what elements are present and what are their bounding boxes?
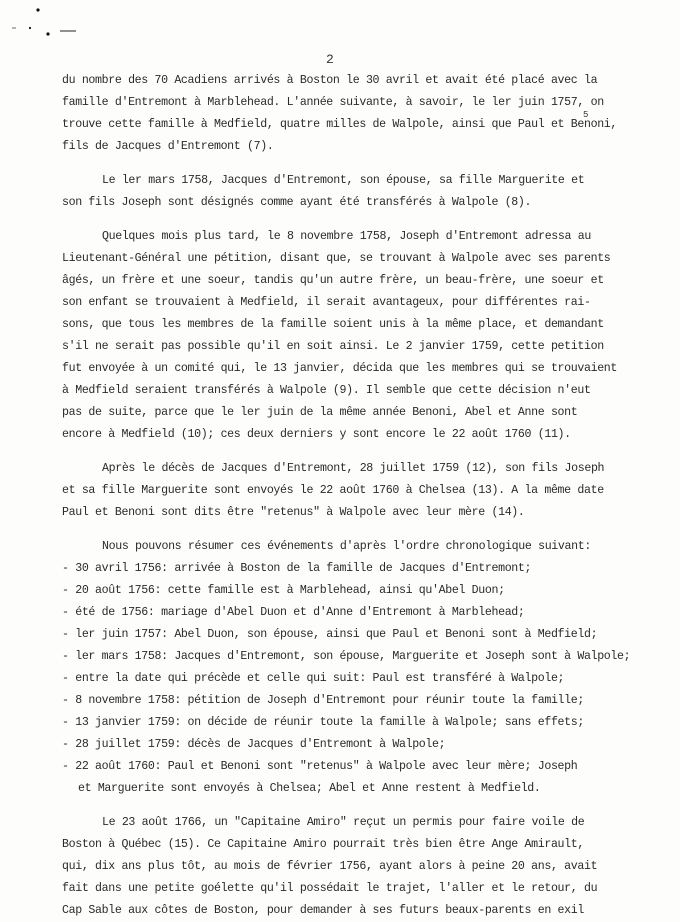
text-line: à Medfield seraient transférés à Walpole (9). Il semble que cette décision n'eut	[62, 384, 591, 397]
chronology-item: - ler mars 1758: Jacques d'Entremont, son épouse, Marguerite et Joseph sont à Walpole;	[62, 650, 631, 663]
text-line: Cap Sable aux côtes de Boston, pour demander à ses futurs beaux-parents en exil	[62, 904, 584, 917]
chronology-item: - 28 juillet 1759: décès de Jacques d'Entremont à Walpole;	[62, 738, 446, 751]
chronology-item: - 20 août 1756: cette famille est à Marblehead, ainsi qu'Abel Duon;	[62, 584, 505, 597]
document-body	[62, 70, 670, 922]
text-line: Boston à Québec (15). Ce Capitaine Amiro pourrait très bien être Ange Amirault,	[62, 838, 584, 851]
text-line: âgés, un frère et une soeur, tandis qu'un autre frère, un beau-frère, une soeur et	[62, 274, 604, 287]
text-line: du nombre des 70 Acadiens arrivés à Boston le 30 avril et avait été placé avec la	[62, 74, 598, 87]
chronology-item: - 13 janvier 1759: on décide de réunir toute la famille à Walpole; sans effets;	[62, 716, 584, 729]
text-line: Paul et Benoni sont dits être "retenus" à Walpole avec leur mère (14).	[62, 506, 525, 519]
text-line: Lieutenant-Général une pétition, disant que, se trouvant à Walpole avec ses parents	[62, 252, 611, 265]
text-line: sons, que tous les membres de la famille soient unis à la même place, et demandant	[62, 318, 604, 331]
paragraph-2	[62, 170, 670, 214]
paragraph-6	[62, 812, 670, 922]
chronology-item: - 8 novembre 1758: pétition de Joseph d'Entremont pour réunir toute la famille;	[62, 694, 584, 707]
text-line: fut envoyée à un comité qui, le 13 janvier, décida que les membres qui se trouvaient	[62, 362, 618, 375]
text-line: Après le décès de Jacques d'Entremont, 28 juillet 1759 (12), son fils Joseph	[102, 462, 605, 475]
text-line: et sa fille Marguerite sont envoyés le 22 août 1760 à Chelsea (13). A la même date	[62, 484, 604, 497]
text-line: son fils Joseph sont désignés comme ayant été transférés à Walpole (8).	[62, 196, 532, 209]
margin-correction: 5	[583, 110, 589, 120]
text-line: famille d'Entremont à Marblehead. L'année suivante, à savoir, le ler juin 1757, on	[62, 96, 604, 109]
paragraph-4	[62, 458, 670, 524]
chronology-item: - 30 avril 1756: arrivée à Boston de la famille de Jacques d'Entremont;	[62, 562, 532, 575]
text-line: Le ler mars 1758, Jacques d'Entremont, son épouse, sa fille Marguerite et	[102, 174, 585, 187]
text-line: Le 23 août 1766, un "Capitaine Amiro" reçut un permis pour faire voile de	[102, 816, 585, 829]
text-line: qui, dix ans plus tôt, au mois de février 1756, ayant alors à peine 20 ans, avait	[62, 860, 598, 873]
scan-marks	[0, 0, 120, 50]
chronology-item: - 22 août 1760: Paul et Benoni sont "retenus" à Walpole avec leur mère; Joseph	[62, 760, 578, 773]
text-line: s'il ne serait pas possible qu'il en soit ainsi. Le 2 janvier 1759, cette petition	[62, 340, 604, 353]
text-line: fait dans une petite goélette qu'il possédait le trajet, l'aller et le retour, du	[62, 882, 598, 895]
chronology	[62, 536, 670, 800]
chronology-item-continuation: et Marguerite sont envoyés à Chelsea; Abel et Anne restent à Medfield.	[78, 782, 541, 795]
text-line	[62, 114, 670, 136]
chronology-intro: Nous pouvons résumer ces événements d'après l'ordre chronologique suivant:	[102, 540, 591, 553]
text-line: Quelques mois plus tard, le 8 novembre 1758, Joseph d'Entremont adressa au	[102, 230, 591, 243]
text-line: son enfant se trouvaient à Medfield, il serait avantageux, pour différentes rai-	[62, 296, 591, 309]
chronology-item: - été de 1756: mariage d'Abel Duon et d'Anne d'Entremont à Marblehead;	[62, 606, 525, 619]
paragraph-1	[62, 70, 670, 158]
chronology-item: - entre la date qui précède et celle qui suit: Paul est transféré à Walpole;	[62, 672, 565, 685]
text-line-main: trouve cette famille à Medfield, quatre milles de Walpole, ainsi que Paul et Benoni,	[62, 118, 618, 131]
text-line: fils de Jacques d'Entremont (7).	[62, 140, 274, 153]
text-line: encore à Medfield (10); ces deux derniers y sont encore le 22 août 1760 (11).	[62, 428, 571, 441]
text-line: pas de suite, parce que le ler juin de la même année Benoni, Abel et Anne sont	[62, 406, 578, 419]
paragraph-3	[62, 226, 670, 446]
chronology-item: - ler juin 1757: Abel Duon, son épouse, ainsi que Paul et Benoni sont à Medfield;	[62, 628, 598, 641]
page-number: 2	[326, 52, 334, 67]
